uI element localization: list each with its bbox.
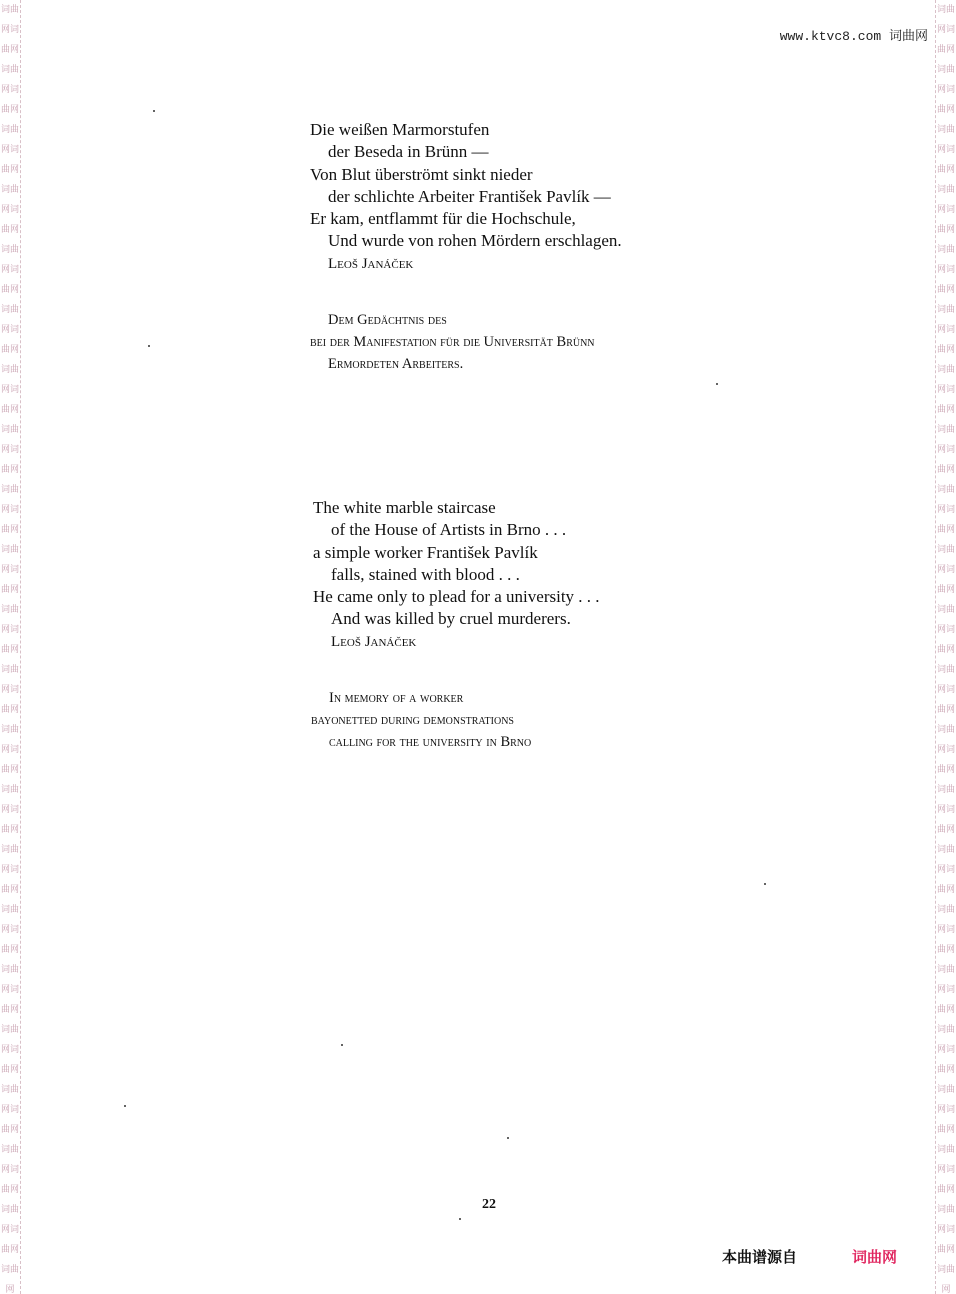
left-watermark-strip: 词曲网词曲网词曲网词曲网词曲网词曲网词曲网词曲网词曲网词曲网词曲网词曲网词曲网词曲网词曲网词曲网词曲网词曲网词曲网词曲网词曲网词曲网词曲网词曲网词曲网词曲网词曲网词曲网词曲网词曲网词曲网词曲网词曲网词曲网词曲网词曲网词曲网词曲网词曲网词曲网词曲网词曲网词曲网	[0, 0, 21, 1294]
poem-line: Er kam, entflammt für die Hochschule,	[310, 209, 576, 229]
english-dedication	[311, 687, 531, 753]
german-dedication	[310, 309, 595, 375]
dedication-line: bei der Manifestation für die Universität Brünn	[310, 334, 595, 350]
poem-line: a simple worker František Pavlík	[313, 542, 538, 562]
scan-speck	[341, 1044, 343, 1046]
site-header	[780, 25, 928, 44]
dedication-line: Dem Gedächtnis des	[328, 312, 447, 328]
page-number: 22	[482, 1197, 496, 1212]
footer-source-label: 本曲谱源自	[722, 1248, 798, 1266]
scan-speck	[507, 1137, 509, 1139]
scan-speck	[764, 883, 766, 885]
poem-line: And was killed by cruel murderers.	[331, 609, 571, 629]
dedication-line: Ermordeten Arbeiters.	[328, 356, 464, 372]
dedication-line: calling for the university in Brno	[329, 734, 532, 750]
dedication-line: bayonetted during demonstrations	[311, 712, 514, 728]
poem-author: Leoš Janáček	[328, 255, 414, 272]
scan-speck	[459, 1218, 461, 1220]
poem-line: Die weißen Marmorstufen	[310, 120, 490, 139]
poem-line: The white marble staircase	[313, 498, 496, 517]
poem-line: He came only to plead for a university . . .	[313, 587, 600, 607]
poem-line: der schlichte Arbeiter František Pavlík —	[328, 186, 611, 206]
footer-brand-link[interactable]: 词曲网	[852, 1248, 898, 1266]
german-poem	[310, 119, 622, 275]
scan-speck	[716, 383, 718, 385]
poem-line: falls, stained with blood . . .	[331, 564, 520, 584]
english-poem	[313, 497, 600, 653]
poem-line: Und wurde von rohen Mördern erschlagen.	[328, 231, 622, 251]
scan-speck	[148, 345, 150, 347]
poem-line: der Beseda in Brünn —	[328, 142, 489, 162]
site-url-link[interactable]: www.ktvc8.com	[779, 29, 882, 44]
scan-speck	[124, 1105, 126, 1107]
poem-author: Leoš Janáček	[331, 633, 417, 650]
scan-speck	[153, 110, 155, 112]
right-watermark-strip: 词曲网词曲网词曲网词曲网词曲网词曲网词曲网词曲网词曲网词曲网词曲网词曲网词曲网词曲网词曲网词曲网词曲网词曲网词曲网词曲网词曲网词曲网词曲网词曲网词曲网词曲网词曲网词曲网词曲网词曲网词曲网词曲网词曲网词曲网词曲网词曲网词曲网词曲网词曲网词曲网词曲网词曲网词曲网	[935, 0, 956, 1294]
poem-line: of the House of Artists in Brno . . .	[331, 520, 567, 540]
footer-source	[722, 1246, 897, 1267]
dedication-line: In memory of a worker	[329, 690, 464, 706]
poem-line: Von Blut überströmt sinkt nieder	[310, 164, 533, 184]
site-name: 词曲网	[888, 29, 928, 44]
